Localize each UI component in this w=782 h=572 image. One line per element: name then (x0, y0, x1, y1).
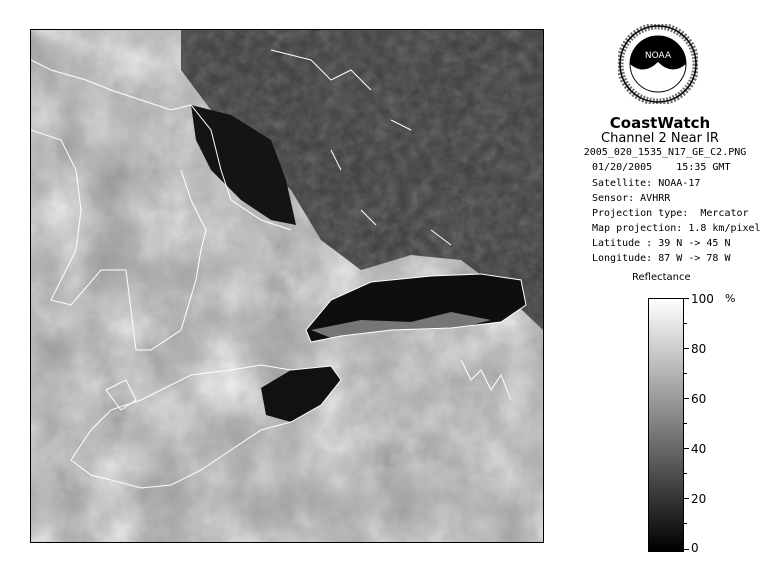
tick-major (683, 298, 689, 299)
tick-major (683, 348, 689, 349)
legend-title: Reflectance (632, 272, 691, 283)
tick-minor (683, 423, 687, 424)
latitude-range: Latitude : 39 N -> 45 N (592, 238, 731, 249)
tick-label: 60 (691, 392, 707, 406)
tick-label: 100 (691, 292, 714, 306)
satellite: Satellite: NOAA-17 (592, 178, 701, 189)
tick-major (683, 549, 689, 550)
projection-type: Projection type: Mercator (592, 208, 749, 219)
tick-label: 80 (691, 342, 707, 356)
tick-minor (683, 523, 687, 524)
date-time: 01/20/2005 15:35 GMT (592, 162, 731, 173)
satellite-image (30, 29, 544, 543)
map-projection: Map projection: 1.8 km/pixel (592, 223, 761, 234)
tick-major (683, 448, 689, 449)
tick-major (683, 498, 689, 499)
tick-label: 20 (691, 492, 707, 506)
map-svg (31, 30, 543, 542)
reflectance-colorbar (648, 298, 684, 552)
brand-name: CoastWatch (609, 114, 711, 132)
channel-label: Channel 2 Near IR (601, 131, 719, 146)
legend-unit: % (725, 292, 736, 305)
longitude-range: Longitude: 87 W -> 78 W (592, 253, 731, 264)
sensor: Sensor: AVHRR (592, 193, 671, 204)
logo-text: NOAA (644, 51, 672, 61)
tick-label: 40 (691, 442, 707, 456)
filename: 2005_020_1535_N17_GE_C2.PNG (583, 147, 747, 158)
noaa-logo-icon (618, 24, 698, 104)
tick-minor (683, 473, 687, 474)
tick-minor (683, 323, 687, 324)
tick-label: 0 (691, 541, 699, 555)
tick-minor (683, 373, 687, 374)
tick-major (683, 398, 689, 399)
